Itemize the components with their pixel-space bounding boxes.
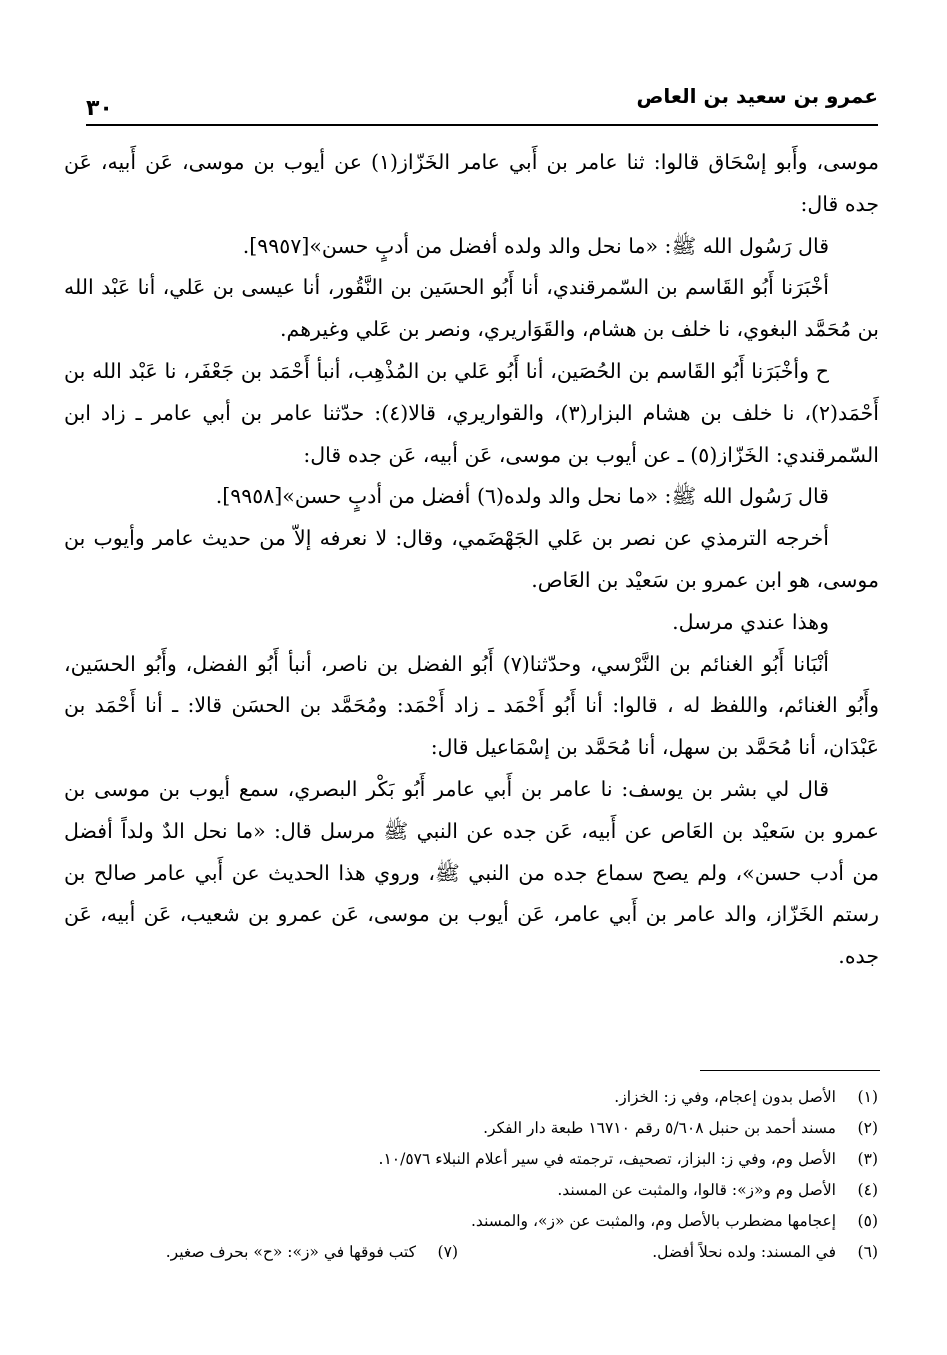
footnote-text: مسند أحمد بن حنبل ٥/٦٠٨ رقم ١٦٧١٠ طبعة دار الفكر.: [483, 1119, 836, 1137]
running-head: عمرو بن سعيد بن العاص: [636, 84, 878, 108]
footnote-number: (٣): [857, 1150, 878, 1168]
paragraph: قال رَسُول الله ﷺ: «ما نحل والد ولده(٦) أفضل من أدبٍ حسن»[٩٩٥٨].: [215, 484, 829, 509]
paragraph: ح وأخْبَرَنا أَبُو القَاسم بن الحُصَين، أنا أَبُو عَلي بن المُذْهِب، أنبأ أَحْمَد بن جَعْفَر، نا عَبْد الله بن أَحْمَد(٢)، نا خلف بن هشام البزار(٣)، والقواريري، قالا(٤): حدّثنا عامر بن أبي عامر ـ زاد ابن السّمرقندي: الخَزّاز(٥) ـ عن أيوب بن موسى، عَن أبيه، عَن جده قال:: [64, 358, 879, 467]
footnote-text: الأصل وم، وفي ز: البزاز، تصحيف، ترجمته في سير أعلام النبلاء ١٠/٥٧٦.: [378, 1150, 836, 1168]
paragraph: أخْبَرَنا أَبُو القَاسم بن السّمرقندي، أنا أَبُو الحسَين بن النَّقُور، أنا عيسى بن عَلي، أنا عَبْد الله بن مُحَمَّد البغوي، نا خلف بن هشام، والقَوَاريري، ونصر بن عَلي وغيرهم.: [64, 275, 879, 342]
footnote-number: (٧): [437, 1243, 458, 1261]
footnote-row: [130, 1237, 878, 1268]
footnote: [166, 1237, 458, 1268]
footnote-separator: [700, 1070, 880, 1071]
paragraph: قال لي بشر بن يوسف: نا عامر بن أَبي عامر أَبُو بَكْر البصري، سمع أيوب بن موسى بن عمرو بن سَعيْد بن العَاص عن أَبيه، عَن جده عن النبي ﷺ مرسل قال: «ما نحل الدٌ ولداً أفضل من أدب حسن»، ولم يصح سماع جده من النبي ﷺ، وروي هذا الحديث عن أَبي عامر صالح بن رستم الخَزّاز، والد عامر بن أَبي عامر، عَن أيوب بن موسى، عَن عمرو بن شعيب، عَن أبيه، عَن جده.: [64, 776, 879, 969]
footnote: [130, 1144, 878, 1175]
footnote-number: (٥): [857, 1212, 878, 1230]
main-text: [64, 142, 879, 978]
paragraph: موسى، وأَبو إسْحَاق قالوا: ثنا عامر بن أَبي عامر الخَزّاز(١) عن أيوب بن موسى، عَن أَبيه، عَن جده قال:: [64, 150, 879, 216]
footnote-number: (٦): [857, 1243, 878, 1261]
footnote-text: الأصل بدون إعجام، وفي ز: الخزاز.: [614, 1088, 836, 1106]
footnotes: [130, 1082, 878, 1268]
paragraph: أنْبَانا أَبُو الغنائم بن النَّرْسي، وحدّثنا(٧) أَبُو الفضل بن ناصر، أنبأ أَبُو الفضل، وأَبُو الحسَين، وأَبُو الغنائم، واللفظ له ، قالوا: أنا أَبُو أَحْمَد ـ زاد أَحْمَد: ومُحَمَّد بن الحسَن قالا: ـ أنا أَحْمَد بن عَبْدَان، أنا مُحَمَّد بن سهل، أنا مُحَمَّد بن إسْمَاعيل قال:: [64, 651, 879, 760]
footnote: [458, 1237, 878, 1268]
footnote-text: الأصل وم و«ز»: قالوا، والمثبت عن المسند.: [557, 1181, 836, 1199]
page-header: [86, 70, 878, 126]
paragraph: أخرجه الترمذي عن نصر بن عَلي الجَهْضَمي، وقال: لا نعرفه إلاّ من حديث عامر وأيوب بن موسى، هو ابن عمرو بن سَعيْد بن العَاص.: [64, 526, 879, 592]
footnote-text: كتب فوقها في «ز»: «ح» بحرف صغير.: [165, 1243, 416, 1261]
footnote: [130, 1175, 878, 1206]
footnote: [130, 1113, 878, 1144]
footnote-number: (٤): [857, 1181, 878, 1199]
paragraph: قال رَسُول الله ﷺ: «ما نحل والد ولده أفضل من أدبٍ حسن»[٩٩٥٧].: [242, 233, 829, 258]
footnote-number: (٢): [857, 1119, 878, 1137]
footnote-text: إعجامها مضطرب بالأصل وم، والمثبت عن «ز»، والمسند.: [471, 1212, 836, 1230]
footnote: [130, 1206, 878, 1237]
footnote-text: في المسند: ولده نحلاً أفضل.: [652, 1243, 836, 1261]
footnote: [130, 1082, 878, 1113]
footnote-number: (١): [857, 1088, 878, 1106]
page-number: ٣٠: [86, 96, 113, 121]
paragraph: وهذا عندي مرسل.: [672, 609, 829, 634]
